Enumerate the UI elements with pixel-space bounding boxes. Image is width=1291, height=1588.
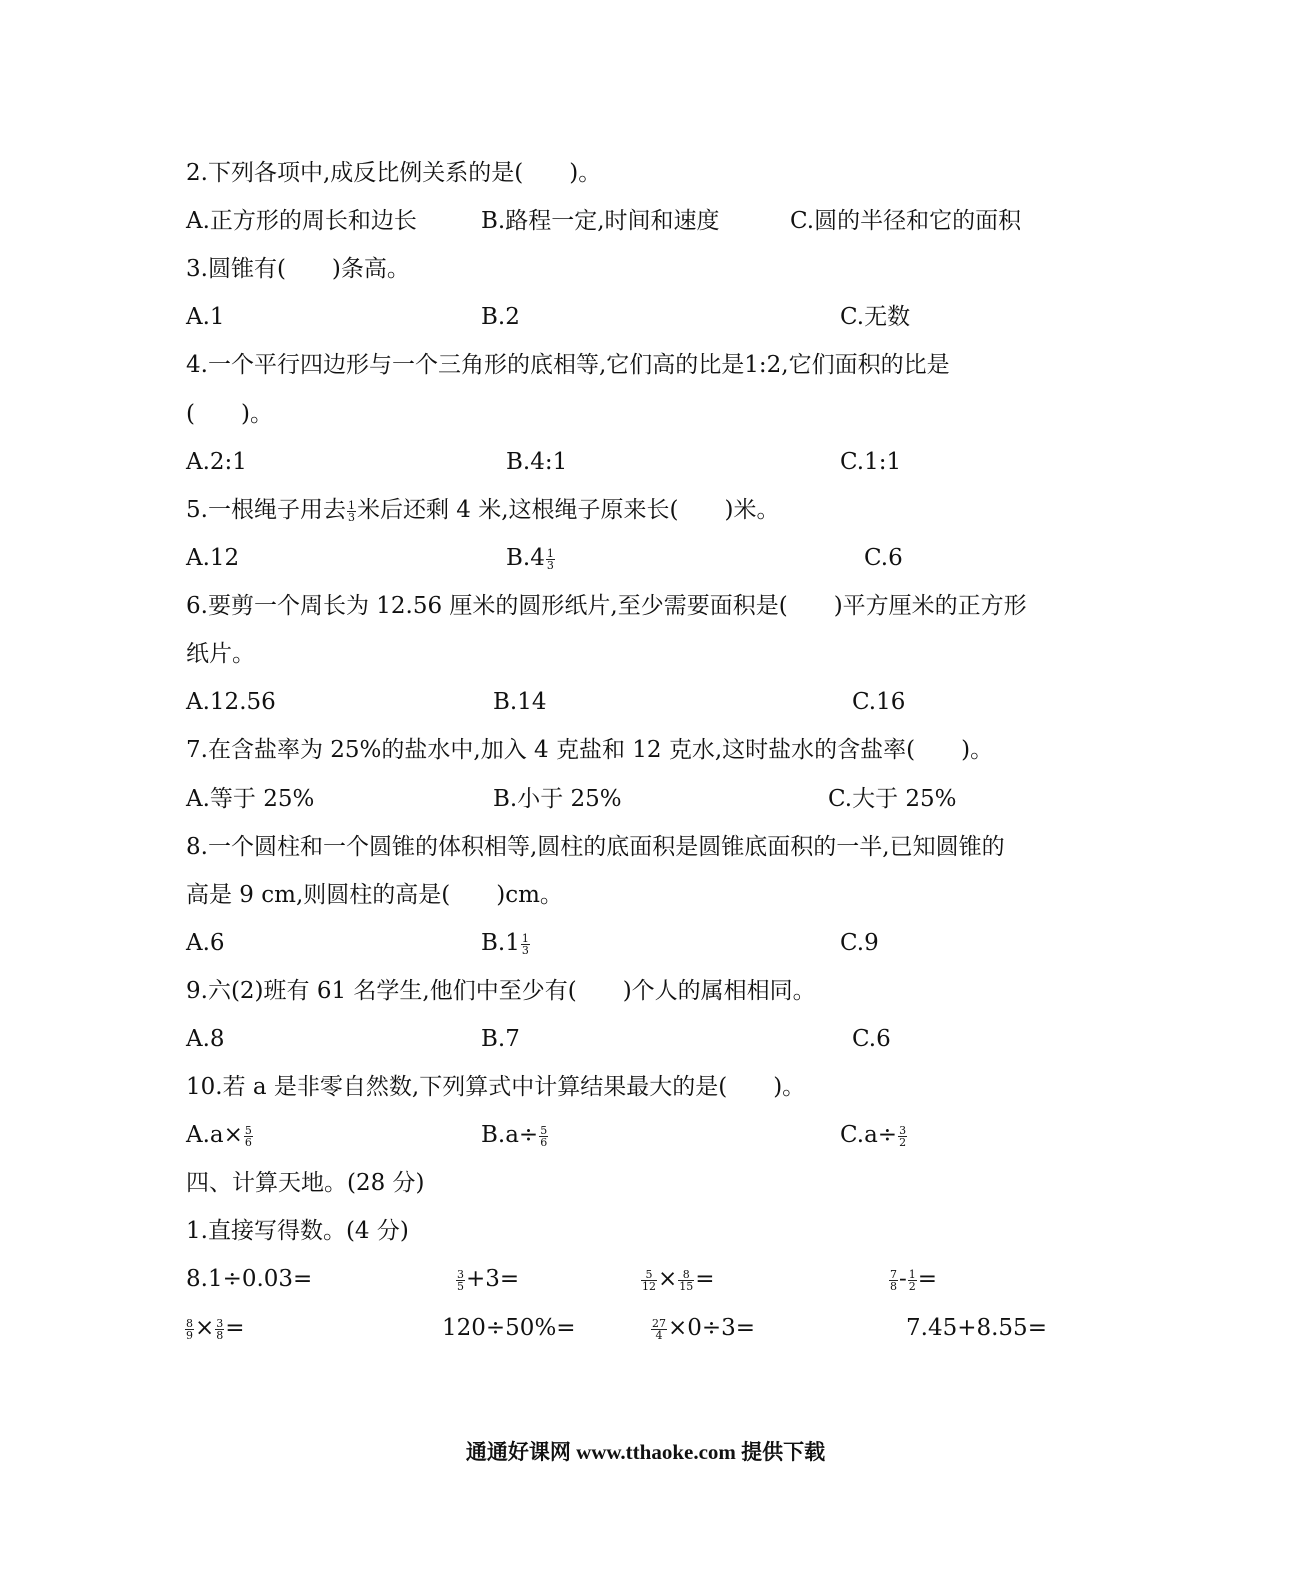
q4-option-a: A.2:1 <box>186 449 247 475</box>
fraction: $\frac{3}{8}$ <box>216 1316 224 1342</box>
q10-option-b: B.a÷ $\frac{5}{6}$ <box>481 1122 548 1149</box>
q10-option-a: A.a× $\frac{5}{6}$ <box>186 1122 252 1149</box>
question-7: 7.在含盐率为 25%的盐水中,加入 4 克盐和 12 克水,这时盐水的含盐率( )。 <box>186 737 994 763</box>
fraction: $\frac{1}{2}$ <box>908 1267 916 1293</box>
q7-option-b: B.小于 25% <box>493 786 622 812</box>
q2-option-b: B.路程一定,时间和速度 <box>481 208 720 234</box>
q5-option-c: C.6 <box>864 545 903 571</box>
q4-option-c: C.1:1 <box>840 449 902 475</box>
q8-option-b: B.1 $\frac{1}{3}$ <box>481 930 529 957</box>
calc-3: $\frac{5}{12}$ × $\frac{8}{15}$ = <box>642 1266 715 1293</box>
question-5: 5.一根绳子用去 $\frac{1}{3}$ 米后还剩 4 米,这根绳子原来长( )米。 <box>186 497 780 524</box>
q7-option-a: A.等于 25% <box>186 786 315 812</box>
fraction: $\frac{27}{4}$ <box>652 1316 666 1342</box>
calc-2: $\frac{3}{5}$ +3= <box>457 1266 520 1293</box>
q9-option-a: A.8 <box>186 1026 225 1052</box>
fraction: $\frac{8}{9}$ <box>186 1316 193 1342</box>
question-2: 2.下列各项中,成反比例关系的是( )。 <box>186 160 602 186</box>
q5-option-a: A.12 <box>186 545 240 571</box>
fraction: $\frac{7}{8}$ <box>890 1267 897 1293</box>
q9-option-b: B.7 <box>481 1026 520 1052</box>
q4-option-b: B.4:1 <box>506 449 568 475</box>
q2-option-c: C.圆的半径和它的面积 <box>790 208 1022 234</box>
question-10: 10.若 a 是非零自然数,下列算式中计算结果最大的是( )。 <box>186 1074 806 1100</box>
q3-option-c: C.无数 <box>840 304 911 330</box>
question-4: 4.一个平行四边形与一个三角形的底相等,它们高的比是1:2,它们面积的比是 <box>186 352 950 378</box>
question-6-cont: 纸片。 <box>186 641 255 667</box>
calc-4: $\frac{7}{8}$ - $\frac{1}{2}$ = <box>890 1266 938 1293</box>
section-title: 四、计算天地。(28 分) <box>186 1170 425 1196</box>
q3-option-b: B.2 <box>481 304 520 330</box>
q6-option-b: B.14 <box>493 689 547 715</box>
fraction: $\frac{1}{3}$ <box>347 498 355 524</box>
question-3: 3.圆锥有( )条高。 <box>186 256 410 282</box>
fraction: $\frac{5}{6}$ <box>244 1123 252 1149</box>
q7-option-c: C.大于 25% <box>828 786 957 812</box>
question-6: 6.要剪一个周长为 12.56 厘米的圆形纸片,至少需要面积是( )平方厘米的正方形 <box>186 593 1027 619</box>
q6-option-a: A.12.56 <box>186 689 276 715</box>
q8-option-a: A.6 <box>186 930 225 956</box>
question-9: 9.六(2)班有 61 名学生,他们中至少有( )个人的属相相同。 <box>186 978 816 1004</box>
q8-option-c: C.9 <box>840 930 879 956</box>
q3-option-a: A.1 <box>186 304 225 330</box>
fraction: $\frac{1}{3}$ <box>546 546 554 572</box>
calc-5: $\frac{8}{9}$ × $\frac{3}{8}$ = <box>186 1315 245 1342</box>
question-8-cont: 高是 9 cm,则圆柱的高是( )cm。 <box>186 882 563 908</box>
calc-6: 120÷50%= <box>442 1315 576 1341</box>
calc-8: 7.45+8.55= <box>906 1315 1047 1341</box>
calc-7: $\frac{27}{4}$ ×0÷3= <box>652 1315 756 1342</box>
sub-title: 1.直接写得数。(4 分) <box>186 1218 409 1244</box>
q2-option-a: A.正方形的周长和边长 <box>186 208 417 234</box>
q10-option-c: C.a÷ $\frac{3}{2}$ <box>840 1122 907 1149</box>
fraction: $\frac{8}{15}$ <box>679 1267 694 1293</box>
question-4-cont: ( )。 <box>186 401 273 427</box>
fraction: $\frac{1}{3}$ <box>521 931 529 957</box>
fraction: $\frac{5}{6}$ <box>540 1123 548 1149</box>
footer-watermark: 通通好课网 www.tthaoke.com 提供下载 <box>465 1440 826 1464</box>
q5-option-b: B.4 $\frac{1}{3}$ <box>506 545 554 572</box>
calc-1: 8.1÷0.03= <box>186 1266 313 1292</box>
fraction: $\frac{5}{12}$ <box>642 1267 656 1293</box>
fraction: $\frac{3}{5}$ <box>457 1267 464 1293</box>
q6-option-c: C.16 <box>852 689 906 715</box>
fraction: $\frac{3}{2}$ <box>899 1123 907 1149</box>
q9-option-c: C.6 <box>852 1026 891 1052</box>
question-8: 8.一个圆柱和一个圆锥的体积相等,圆柱的底面积是圆锥底面积的一半,已知圆锥的 <box>186 834 1005 860</box>
